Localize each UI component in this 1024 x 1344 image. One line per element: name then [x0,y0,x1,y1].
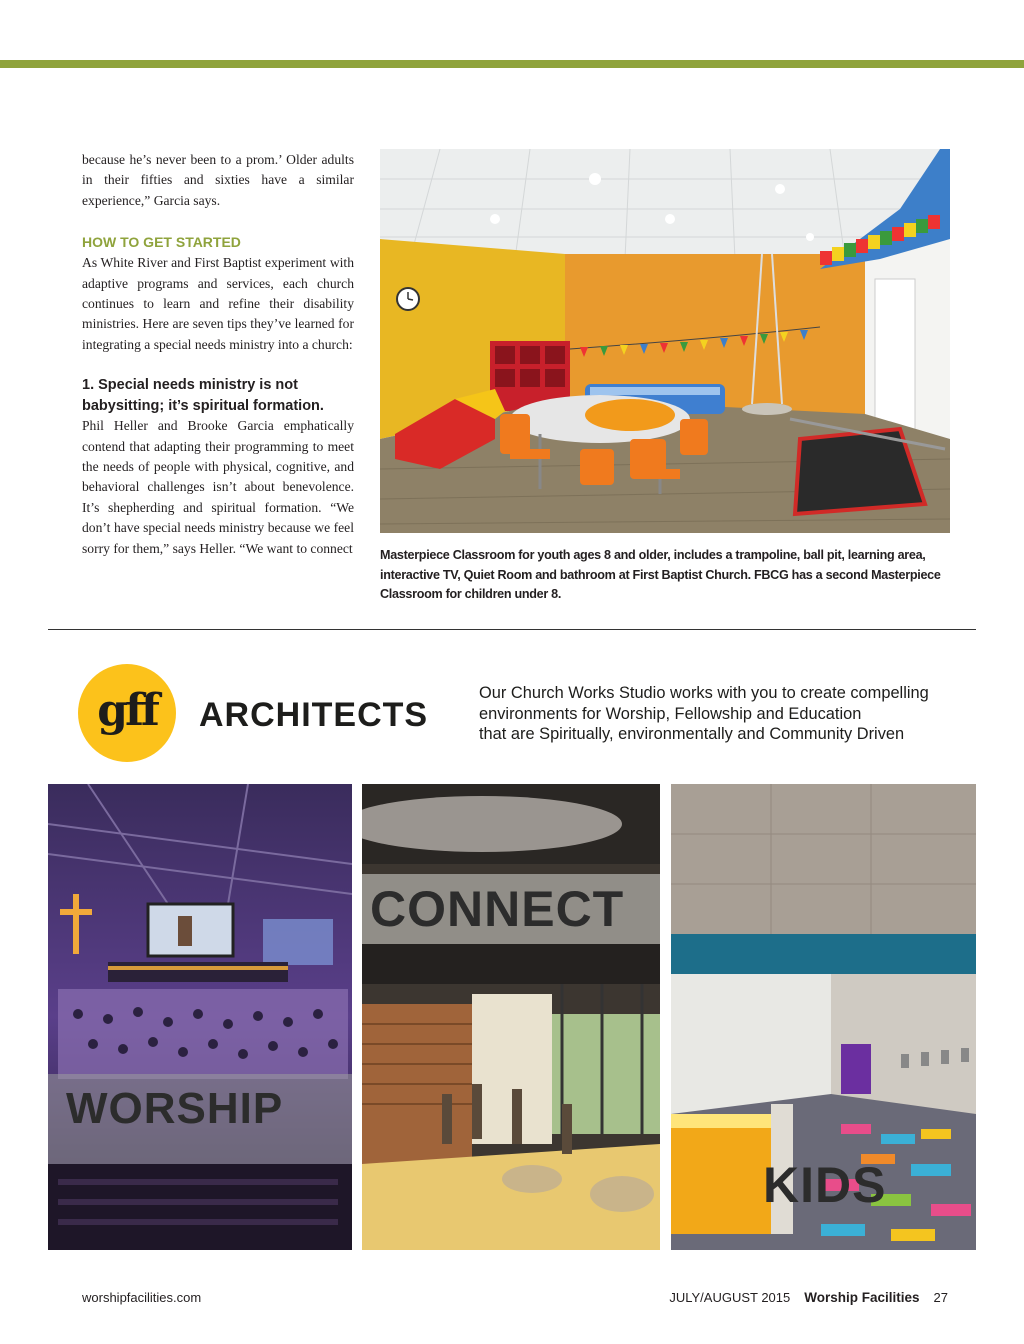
footer-info [669,1290,948,1305]
gff-logo [78,664,176,762]
ad-copy-line: that are Spiritually, environmentally and Community Driven [479,725,905,743]
ad-panel-connect [362,784,660,1250]
header-rule [0,60,1024,68]
gff-logo-text: gff [97,684,157,736]
footer-publication: Worship Facilities [804,1290,920,1305]
ad-panel-kids [671,784,976,1250]
article-column [82,150,354,559]
section-divider [48,629,976,630]
panel-label-worship: WORSHIP [66,1084,284,1133]
article-paragraph-intro: because he’s never been to a prom.’ Older adults in their fifties and sixties have a similar experience,” Garcia says. [82,152,354,208]
classroom-photo [380,149,950,533]
ad-copy [479,683,979,745]
footer-website: worshipfacilities.com [82,1290,202,1305]
footer-issue: JULY/AUGUST 2015 [669,1290,791,1305]
ad-copy-line: environments for Worship, Fellowship and Education [479,704,862,723]
tip-heading: 1. Special needs ministry is not babysitting; it’s spiritual formation. [82,377,324,414]
panel-label-kids: KIDS [763,1157,887,1213]
panel-label-connect: CONNECT [370,881,625,937]
ad-panel-worship [48,784,352,1250]
page-number: 27 [933,1290,948,1305]
photo-caption: Masterpiece Classroom for youth ages 8 and older, includes a trampoline, ball pit, learning area, interactive TV, Quiet Room and bathroom at First Baptist Church. FBCG has a second Masterpiece Classroom for children under 8. [380,548,941,601]
section-subhead: HOW TO GET STARTED [82,234,241,251]
article-paragraph-start: As White River and First Baptist experiment with adaptive programs and services, each church continues to learn and refine their disability ministries. Here are seven tips they’ve learned for integrating a special needs ministry into a church: [82,255,354,352]
ad-company-name: ARCHITECTS [199,696,429,734]
tip-body: Phil Heller and Brooke Garcia emphatically contend that adapting their programming to meet the needs of people with physical, cognitive, and behavioral challenges isn’t about benevolence. It’s shepherding and spiritual formation. “We don’t have special needs ministry because we feel sorry for them,” says Heller. “We want to connect [82,418,354,556]
ad-copy-line: Our Church Works Studio works with you to create compelling [479,684,929,702]
